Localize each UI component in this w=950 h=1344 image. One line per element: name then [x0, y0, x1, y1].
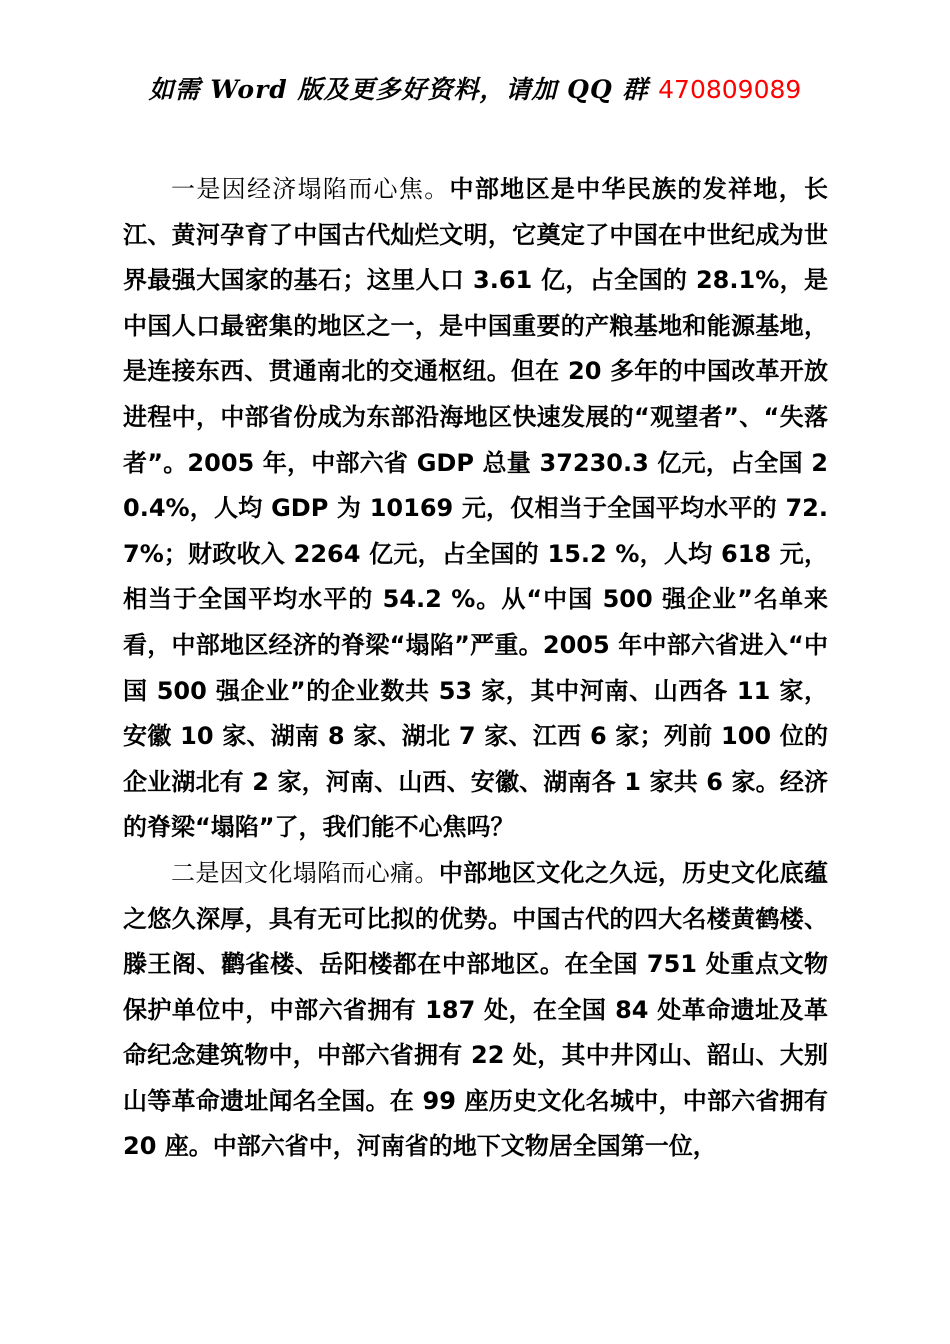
header-text: 如需 Word 版及更多好资料，请加 QQ 群 — [148, 75, 659, 104]
paragraph-text: 中部地区是中华民族的发祥地，长江、黄河孕育了中国古代灿烂文明，它奠定了中国在中世纪成为世界最强大国家的基石；这里人口 3.61 亿，占全国的 28.1%，是中国人口最密集的地区之一，是中国重要的产粮基地和能源基地，是连接东西、贯通南北的交通枢纽。但在 20 多年的中国改革开放进程中，中部省份成为东部沿海地区快速发展的“观望者”、“失落者”。2005 年，中部六省 GDP 总量 37230.3 亿元，占全国 20.4%，人均 GDP 为 10169 元，仅相当于全国平均水平的 72.7%；财政收入 2264 亿元，占全国的 15.2 %，人均 618 元，相当于全国平均水平的 54.2 %。从“中国 500 强企业”名单来看，中部地区经济的脊梁“塌陷”严重。2005 年中部六省进入“中国 500 强企业”的企业数共 53 家，其中河南、山西各 11 家，安徽 10 家、湖南 8 家、湖北 7 家、江西 6 家；列前 100 位的企业湖北有 2 家，河南、山西、安徽、湖南各 1 家共 6 家。经济的脊梁“塌陷”了，我们能不心焦吗？ — [123, 175, 829, 842]
paragraph-economy — [123, 167, 828, 851]
paragraph-lead: 二是因文化塌陷而心痛。 — [171, 858, 439, 887]
paragraph-text: 中部地区文化之久远，历史文化底蕴之悠久深厚，具有无可比拟的优势。中国古代的四大名楼黄鹤楼、滕王阁、鹳雀楼、岳阳楼都在中部地区。在全国 751 处重点文物保护单位中，中部六省拥有 187 处，在全国 84 处革命遗址及革命纪念建筑物中，中部六省拥有 22 处，其中井冈山、韶山、大别山等革命遗址闻名全国。在 99 座历史文化名城中，中部六省拥有 20 座。中部六省中，河南省的地下文物居全国第一位， — [123, 858, 829, 1161]
qq-group-number: 470809089 — [658, 75, 802, 104]
paragraph-lead: 一是因经济塌陷而心焦。 — [171, 175, 450, 203]
page-header — [0, 70, 950, 106]
paragraph-culture — [123, 851, 828, 1170]
document-body — [123, 167, 828, 1170]
